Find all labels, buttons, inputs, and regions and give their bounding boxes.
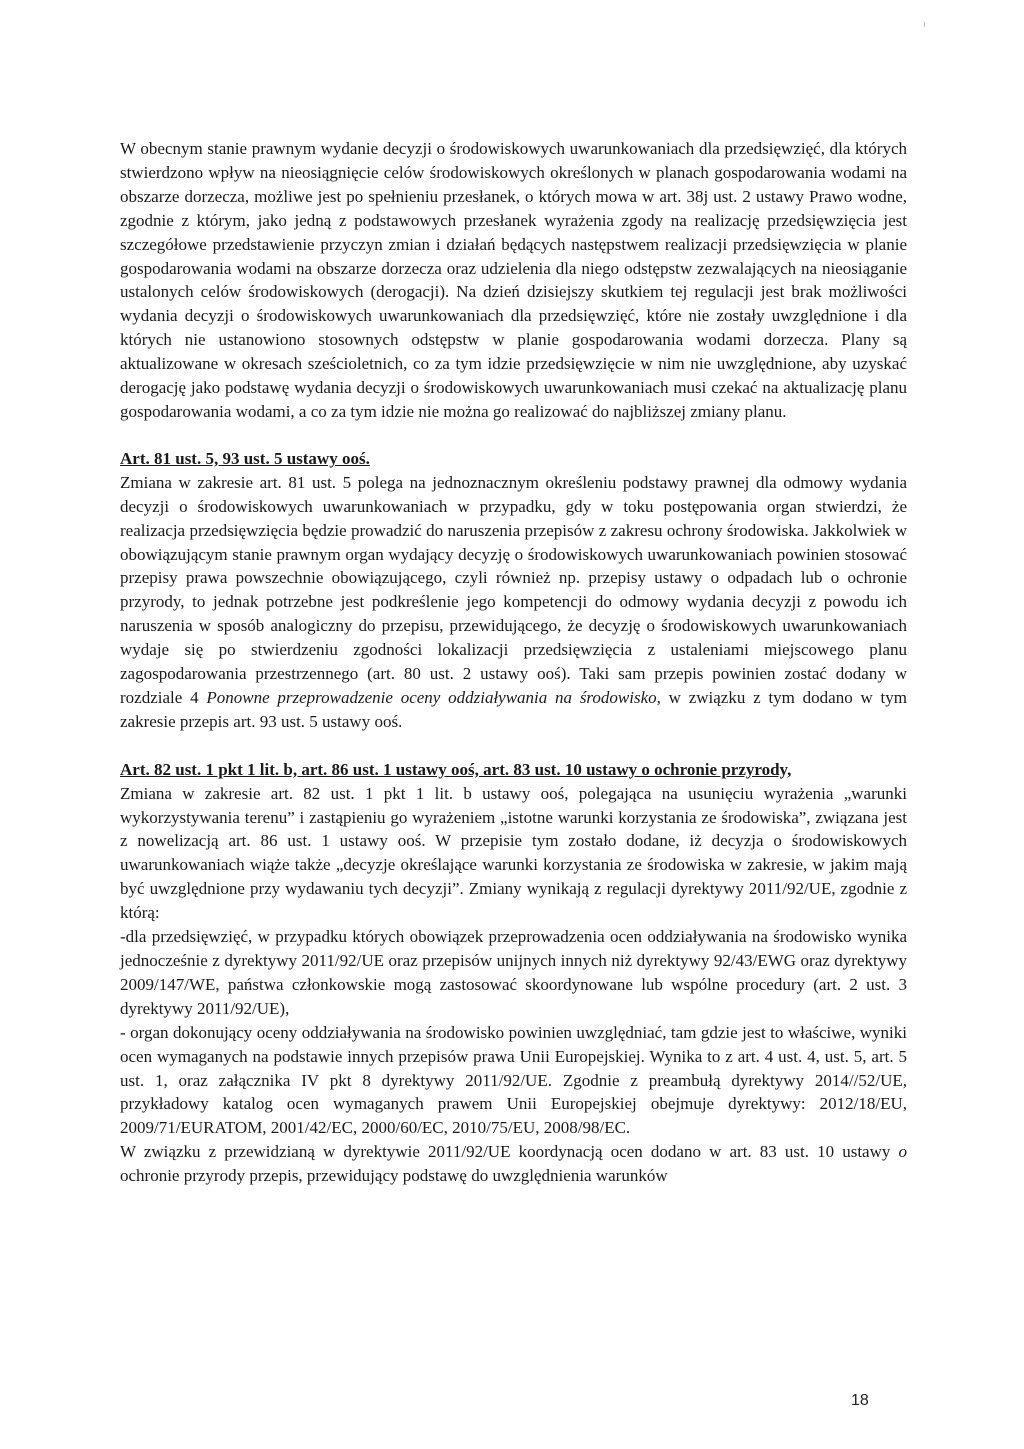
paragraph-text: , w związku z tym dodano w tym zakresie przepis art. 93 ust. 5 ustawy ooś. (120, 687, 907, 731)
section-art-81 (120, 447, 907, 734)
section-art-82 (120, 758, 907, 1188)
paragraph-text: W związku z przewidzianą w dyrektywie 2011/92/UE koordynacją ocen dodano w art. 83 ust. 10 ustawy (120, 1142, 899, 1162)
section-paragraph (120, 471, 907, 734)
scan-mark (924, 22, 925, 27)
list-item: - organ dokonujący oceny oddziaływania na środowisko powinien uwzględniać, tam gdzie jest to właściwe, wyniki ocen wymaganych na podstawie innych przepisów prawa Unii Europejskiej. Wynika to z art. 4 ust. 4, ust. 5, art. 5 ust. 1, oraz załącznika IV pkt 8 dyrektywy 2011/92/UE. Zgodnie z preambułą dyrektywy 2014//52/UE, przykładowy katalog ocen wymaganych prawem Unii Europejskiej obejmuje dyrektywy: 2012/18/EU, 2009/71/EURATOM, 2001/42/EC, 2000/60/EC, 2010/75/EU, 2008/98/EC. (120, 1022, 907, 1138)
intro-paragraph: W obecnym stanie prawnym wydanie decyzji o środowiskowych uwarunkowaniach dla przedsięwzięć, dla których stwierdzono wpływ na nieosiągnięcie celów środowiskowych określonych w planach gospodarowania wodami na obszarze dorzecza, możliwe jest po spełnieniu przesłanek, o których mowa w art. 38j ust. 2 ustawy Prawo wodne, zgodnie z którym, jako jedną z podstawowych przesłanek wyrażenia zgody na realizację przedsięwzięcia jest szczegółowe przedstawienie przyczyn zmian i działań będących następstwem realizacji przedsięwzięcia w planie gospodarowania wodami na obszarze dorzecza oraz udzielenia dla niego odstępstw zezwalających na nieosiąganie ustalonych celów środowiskowych (derogacji). Na dzień dzisiejszy skutkiem tej regulacji jest brak możliwości wydania decyzji o środowiskowych uwarunkowaniach dla przedsięwzięć, które nie zostały uwzględnione i dla których nie ustanowiono stosownych odstępstw w planie gospodarowania wodami dorzecza. Plany są aktualizowane w okresach sześcioletnich, co za tym idzie przedsięwzięcie w nim nie uwzględnione, aby uzyskać derogację jako podstawę wydania decyzji o środowiskowych uwarunkowaniach musi czekać na aktualizację planu gospodarowania wodami, a co za tym idzie nie można go realizować do najbliższej zmiany planu. (120, 139, 907, 421)
paragraph-text: Zmiana w zakresie art. 81 ust. 5 polega na jednoznacznym określeniu podstawy prawnej dla odmowy wydania decyzji o środowiskowych uwarunkowaniach w przypadku, gdy w toku postępowania organ stwierdzi, że realizacja przedsięwzięcia będzie prowadzić do naruszenia przepisów z zakresu ochrony środowiska. Jakkolwiek w obowiązującym stanie prawnym organ wydający decyzję o środowiskowych uwarunkowaniach powinien stosować przepisy prawa powszechnie obowiązującego, czyli również np. przepisy ustawy o odpadach lub o ochronie przyrody, to jednak potrzebne jest podkreślenie jego kompetencji do odmowy wydania decyzji z powodu ich naruszenia w sposób analogiczny do przepisu, przewidującego, że decyzję o środowiskowych uwarunkowaniach wydaje się po stwierdzeniu zgodności lokalizacji przedsięwzięcia z ustaleniami miejscowego planu zagospodarowania przestrzennego (art. 80 ust. 2 ustawy ooś). Taki sam przepis powinien zostać dodany w rozdziale 4 (120, 472, 907, 707)
section-paragraph: Zmiana w zakresie art. 82 ust. 1 pkt 1 lit. b ustawy ooś, polegająca na usunięciu wyrażenia „warunki wykorzystywania terenu” i zastąpieniu go wyrażeniem „istotne warunki korzystania ze środowiska”, związana jest z nowelizacją art. 86 ust. 1 ustawy ooś. W przepisie tym zostało dodane, iż decyzja o środowiskowych uwarunkowaniach wiąże także „decyzje określające warunki korzystania ze środowiska w zakresie, w jakim mają być uwzględnione przy wydawaniu tych decyzji”. Zmiany wynikają z regulacji dyrektywy 2011/92/UE, zgodnie z którą: (120, 783, 907, 923)
paragraph-text: ochronie przyrody przepis, przewidujący podstawę do uwzględnienia warunków (120, 1166, 668, 1186)
list-item: -dla przedsięwzięć, w przypadku których obowiązek przeprowadzenia ocen oddziaływania na środowisko wynika jednocześnie z dyrektywy 2011/92/UE oraz przepisów unijnych innych niż dyrektywy 92/43/EWG oraz dyrektywy 2009/147/WE, państwa członkowskie mogą zastosować skoordynowane lub wspólne procedury (art. 2 ust. 3 dyrektywy 2011/92/UE), (120, 927, 907, 1018)
italic-chapter-title: Ponowne przeprowadzenie oceny oddziaływania na środowisko (206, 687, 657, 707)
section-heading: Art. 82 ust. 1 pkt 1 lit. b, art. 86 ust. 1 ustawy ooś, art. 83 ust. 10 ustawy o ochronie przyrody, (120, 759, 792, 779)
page-number: 18 (851, 1392, 869, 1409)
document-page (120, 137, 907, 1188)
section-heading: Art. 81 ust. 5, 93 ust. 5 ustawy ooś. (120, 448, 370, 468)
italic-word: o (898, 1142, 907, 1162)
section-paragraph (120, 1140, 907, 1188)
